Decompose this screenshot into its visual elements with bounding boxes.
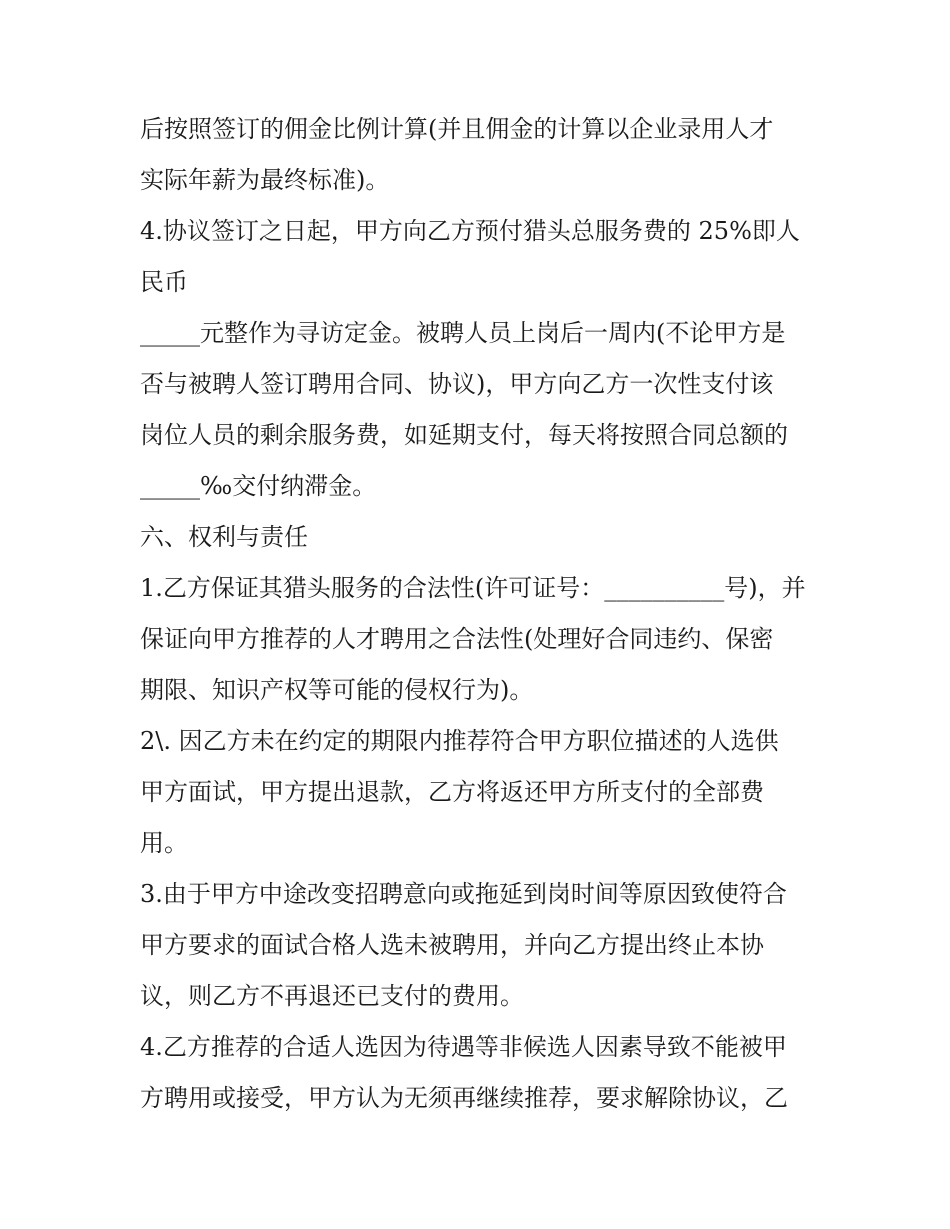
text-line: 岗位人员的剩余服务费，如延期支付，每天将按照合同总额的: [140, 421, 788, 449]
text-line: 后按照签订的佣金比例计算(并且佣金的计算以企业录用人才: [140, 115, 774, 143]
text-line: 2\. 因乙方未在约定的期限内推荐符合甲方职位描述的人选供: [140, 727, 779, 755]
text-line: 实际年薪为最终标准)。: [140, 166, 390, 194]
text-line: 1.乙方保证其猎头服务的合法性(许可证号：__________号)，并: [140, 574, 806, 602]
text-line: _____‰交付纳滞金。: [140, 472, 377, 500]
text-line: 甲方要求的面试合格人选未被聘用，并向乙方提出终止本协: [140, 931, 764, 959]
text-line: 4.协议签订之日起，甲方向乙方预付猎头总服务费的 25%即人: [140, 217, 800, 245]
text-line: 甲方面试，甲方提出退款，乙方将返还甲方所支付的全部费: [140, 778, 764, 806]
text-line: 3.由于甲方中途改变招聘意向或拖延到岗时间等原因致使符合: [140, 880, 787, 908]
text-line: 方聘用或接受，甲方认为无须再继续推荐，要求解除协议，乙: [140, 1084, 788, 1112]
section-heading: 六、权利与责任: [140, 523, 308, 551]
text-line: 民币: [140, 268, 188, 296]
text-line: 期限、知识产权等可能的侵权行为)。: [140, 676, 534, 704]
text-line: 否与被聘人签订聘用合同、协议)，甲方向乙方一次性支付该: [140, 370, 774, 398]
text-line: 议，则乙方不再退还已支付的费用。: [140, 982, 524, 1010]
text-line: 保证向甲方推荐的人才聘用之合法性(处理好合同违约、保密: [140, 625, 774, 653]
contract-text: [140, 104, 840, 1124]
text-line: 用。: [140, 829, 188, 857]
text-line: 4.乙方推荐的合适人选因为待遇等非候选人因素导致不能被甲: [140, 1033, 787, 1061]
text-line: _____元整作为寻访定金。被聘人员上岗后一周内(不论甲方是: [140, 319, 786, 347]
